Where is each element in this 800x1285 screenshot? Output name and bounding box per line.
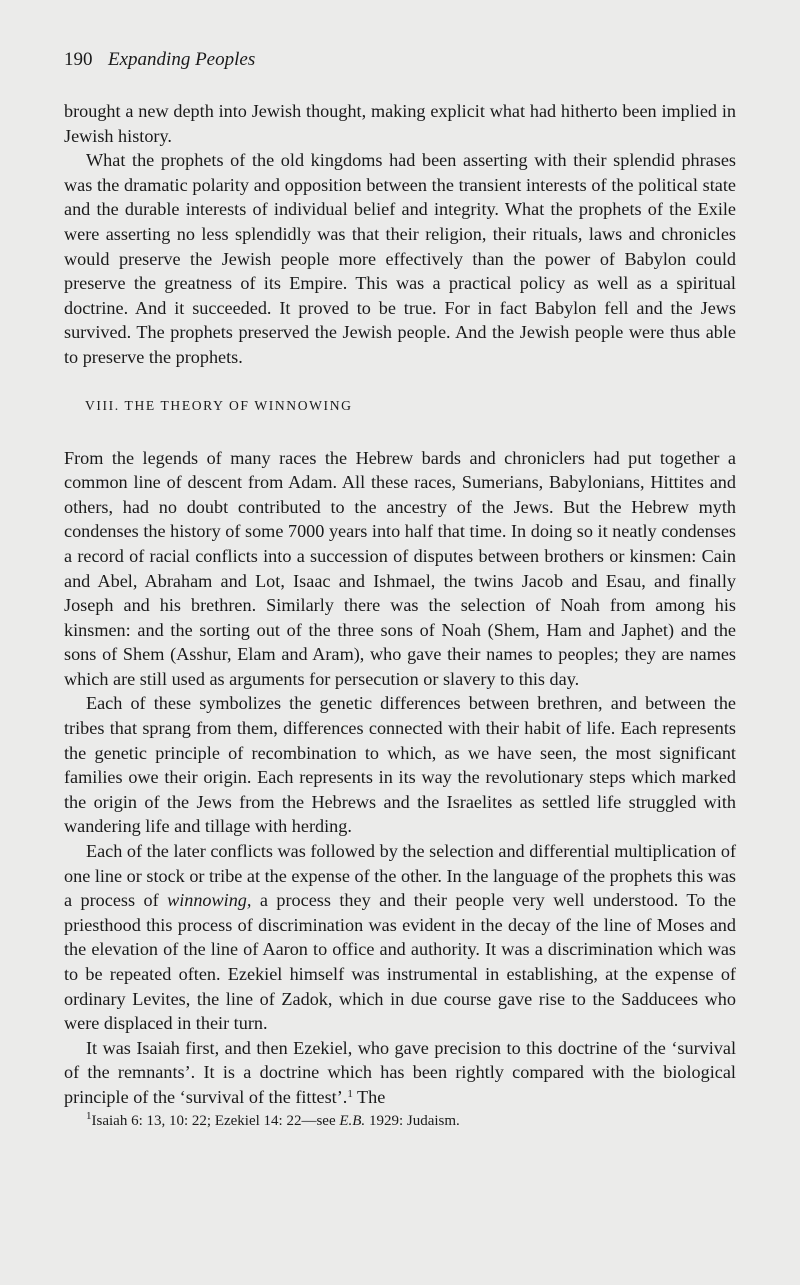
book-title: Expanding Peoples (108, 49, 256, 70)
footnote-italic-reference: E.B. (339, 1112, 366, 1129)
running-head (64, 48, 255, 72)
emphasis-winnowing: winnowing, (167, 890, 252, 911)
paragraph-6 (64, 1036, 736, 1110)
footnote (64, 1111, 736, 1131)
footnote-text-end: 1929: Judaism. (365, 1112, 460, 1129)
paragraph-1: brought a new depth into Jewish thought, making explicit what had hitherto been implied in Jewish history. (64, 101, 736, 146)
footnote-marker: 1 (86, 1109, 92, 1122)
body-text (64, 99, 736, 1131)
paragraph-5-text-start: Each of the later conflicts was followed by the selection and differential multiplication of one line or stock or tribe at the expense of the other. In the language of the prophets this was a process of (64, 841, 736, 911)
paragraph-5-text-end: a process they and their people very well understood. To the priesthood this process of discrimination was evident in the decay of the line of Moses and the elevation of the line of Aaron to office and authority. It was a discrimination which was to be repeated often. Ezekiel himself was instrumental in establishing, at the expense of ordinary Levites, the line of Zadok, which in due course gave rise to the Sadducees who were displaced in their turn. (64, 890, 736, 1034)
section-heading: VIII. THE THEORY OF WINNOWING (85, 397, 353, 413)
paragraph-2: What the prophets of the old kingdoms had been asserting with their splendid phrases was the dramatic polarity and opposition between the transient interests of the political state and the durable interests of individual belief and integrity. What the prophets of the Exile were asserting no less splendidly was that their religion, their rituals, laws and chronicles would preserve the Jewish people more effectively than the power of Babylon could preserve the greatness of its Empire. This was a practical policy as well as a spiritual doctrine. And it succeeded. It proved to be true. For in fact Babylon fell and the Jews survived. The prophets preserved the Jewish people. And the Jewish people were thus able to preserve the prophets. (64, 150, 736, 367)
footnote-text-start: Isaiah 6: 13, 10: 22; Ezekiel 14: 22—see (91, 1112, 340, 1129)
paragraph-6-text-start: It was Isaiah first, and then Ezekiel, who gave precision to this doctrine of the ‘survival of the remnants’. It is a doctrine which has been rightly compared with the biological principle of the ‘survival of the fittest’. (64, 1037, 736, 1107)
paragraph-6-text-end: The (352, 1086, 386, 1107)
paragraph-3: From the legends of many races the Hebrew bards and chroniclers had put together a common line of descent from Adam. All these races, Sumerians, Babylonians, Hittites and others, had no doubt contributed to the ancestry of the Jews. But the Hebrew myth condenses the history of some 7000 years into half that time. In doing so it neatly condenses a record of racial conflicts into a succession of disputes between brothers or kinsmen: Cain and Abel, Abraham and Lot, Isaac and Ishmael, the twins Jacob and Esau, and finally Joseph and his brethren. Similarly there was the selection of Noah from among his kinsmen: and the sorting out of the three sons of Noah (Shem, Ham and Japhet) and the sons of Shem (Asshur, Elam and Aram), who gave their names to peoples; they are names which are still used as arguments for persecution or slavery to this day. (64, 447, 736, 689)
footnote-reference: 1 (347, 1087, 353, 1100)
paragraph-5 (64, 839, 736, 1036)
page-number: 190 (64, 49, 93, 70)
paragraph-4: Each of these symbolizes the genetic differences between brethren, and between the tribes that sprang from them, differences connected with their habit of life. Each represents the genetic principle of recombination to which, as we have seen, the most significant families owe their origin. Each represents in its way the revolutionary steps which marked the origin of the Jews from the Hebrews and the Israelites as settled life struggled with wandering life and tillage with herding. (64, 693, 736, 837)
